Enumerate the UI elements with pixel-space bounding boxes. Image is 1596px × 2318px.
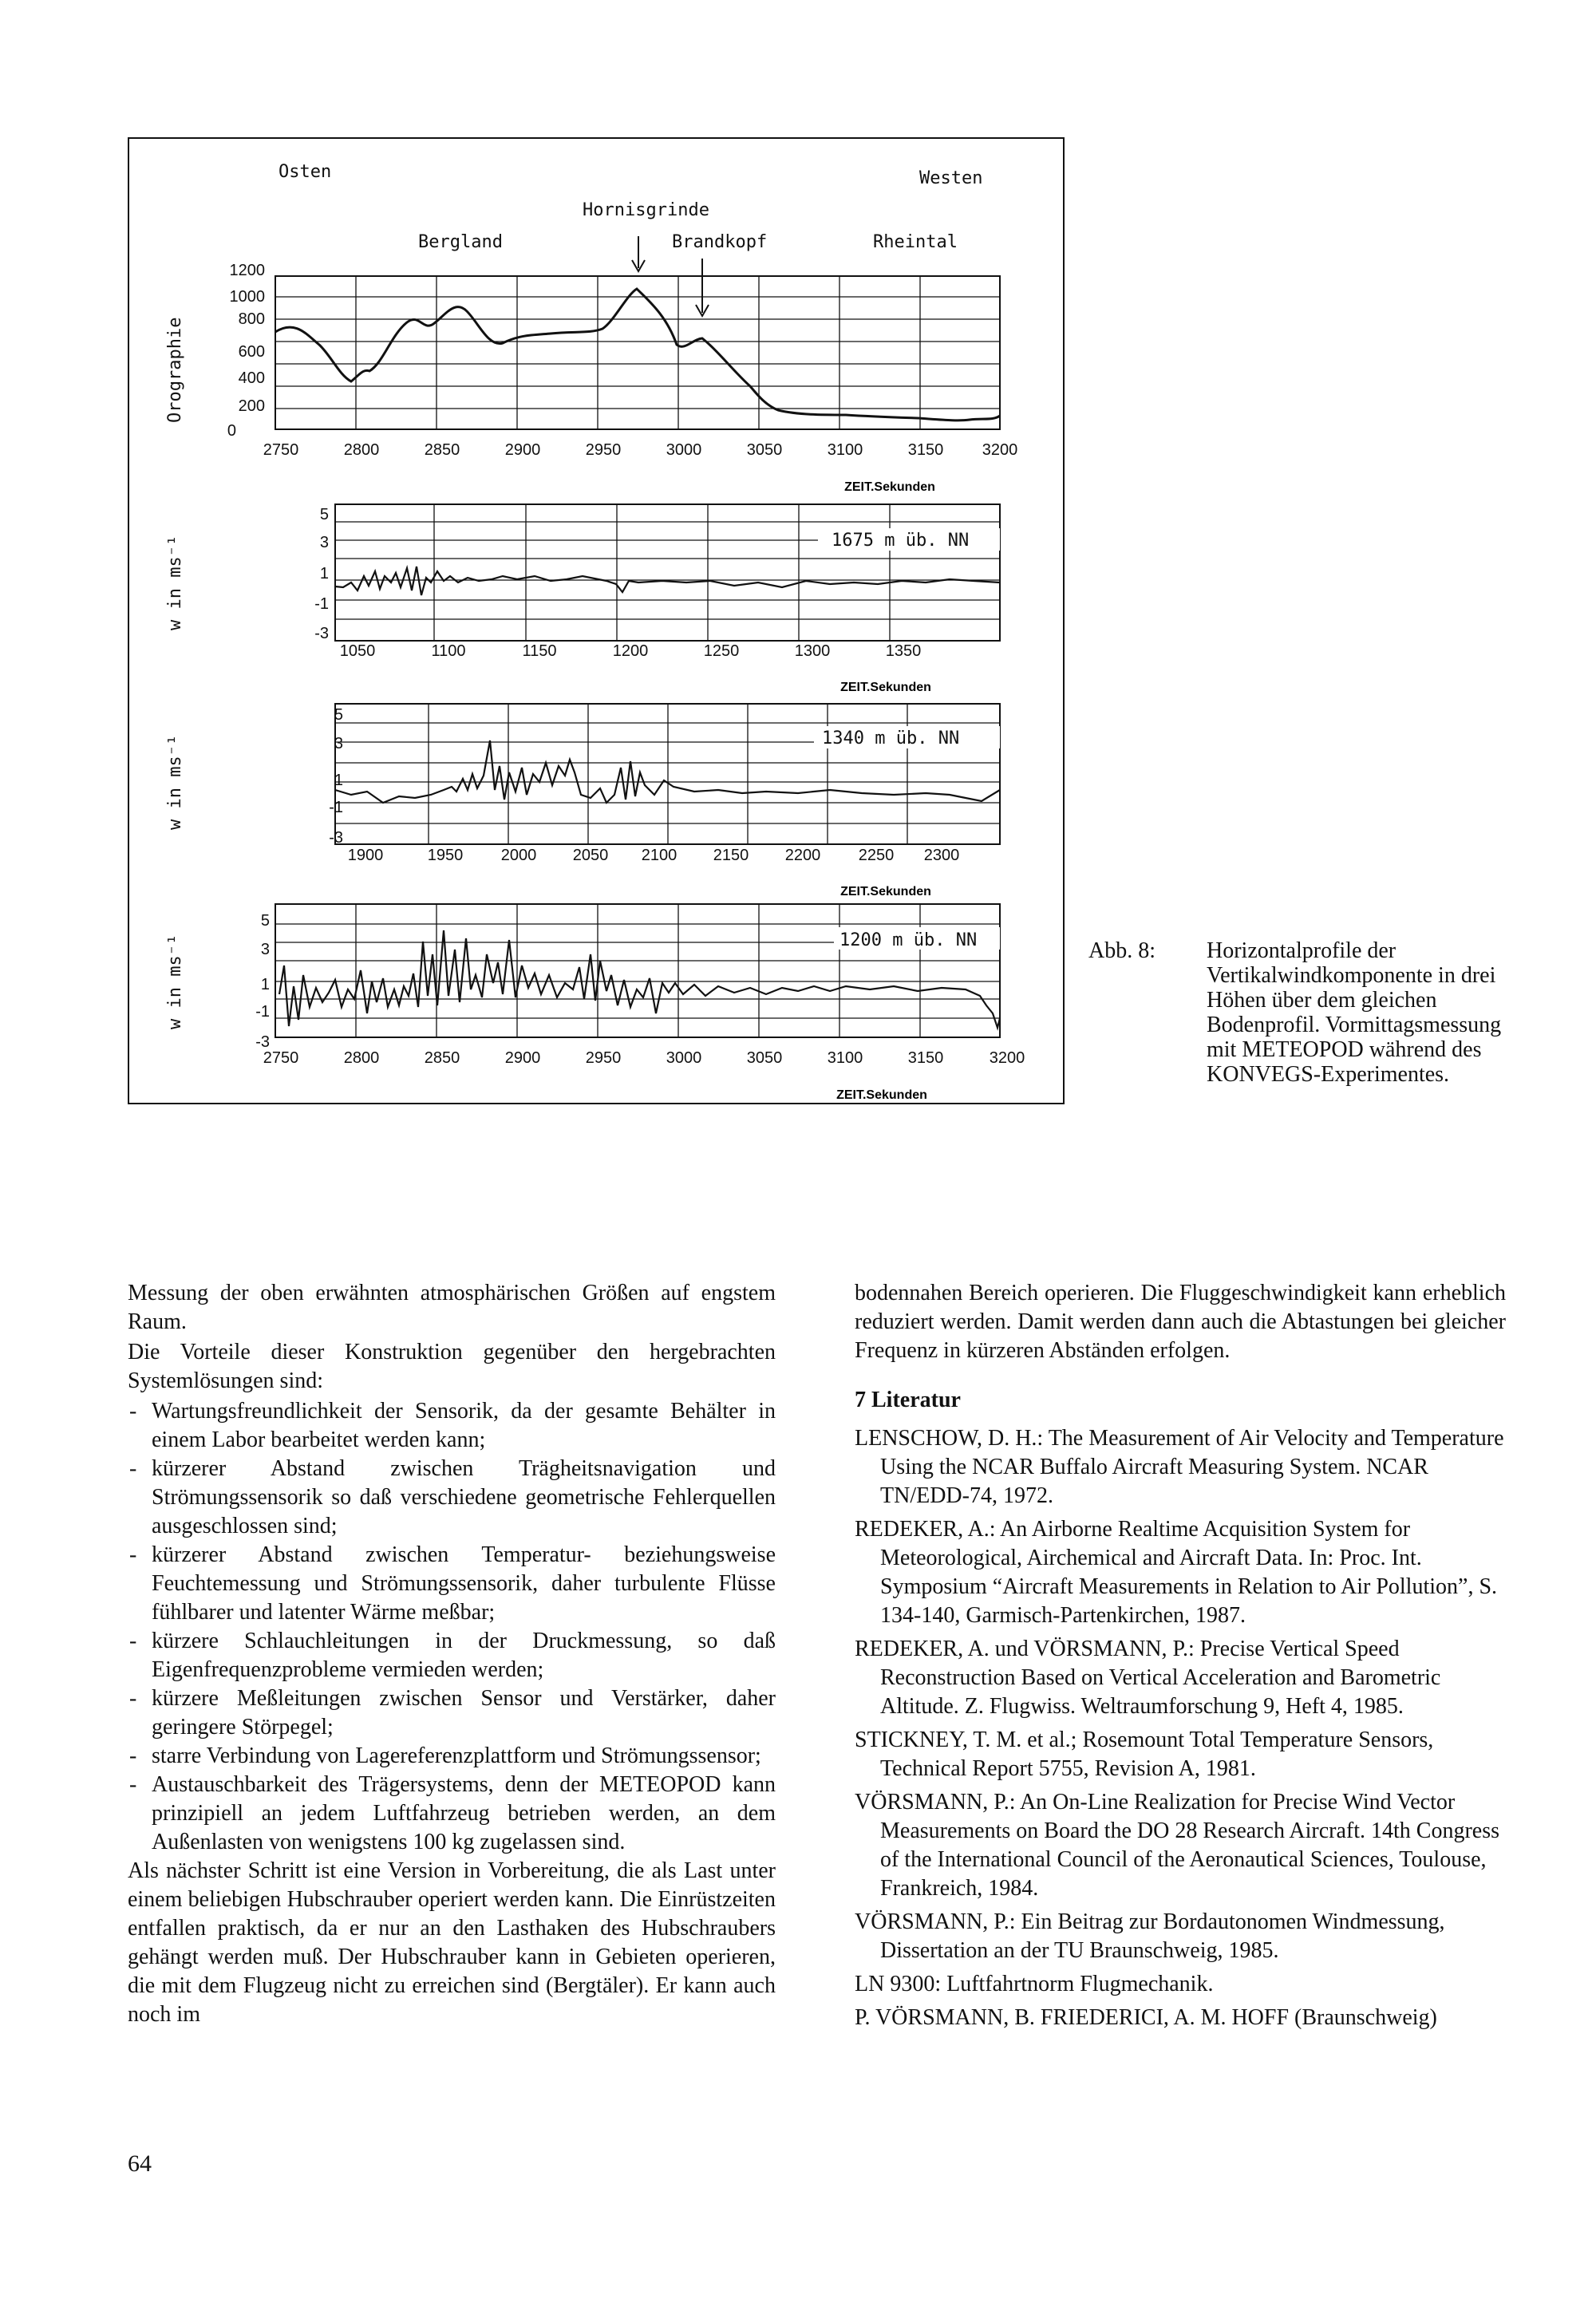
p1200-ytick: 3: [260, 941, 270, 958]
p1200-xtick: 2950: [585, 1049, 622, 1067]
paragraph: Messung der oben erwähnten atmosphärischen Größen auf engstem Raum.: [128, 1281, 776, 1334]
p1200-xtick: 2800: [343, 1049, 380, 1067]
p1675-xtick: 1050: [339, 642, 376, 660]
reference-item: REDEKER, A.: An Airborne Realtime Acquisition System for Meteorological, Airchemical and Aircraft Data. In: Proc. Int. Symposium “Aircraft Measurements in Relation to Air Pollution”, S. 134-140, Garmisch-Partenkirchen, 1987.: [855, 1517, 1498, 1628]
peak-label: Hornisgrinde: [583, 200, 709, 220]
oro-ytick: 0: [227, 422, 236, 440]
oro-ytick: 400: [238, 369, 265, 387]
oro-ytick: 1200: [229, 262, 265, 279]
p1200-xlabel: ZEIT.Sekunden: [836, 1088, 927, 1102]
list-item: - kürzere Meßleitungen zwischen Sensor und Verstärker, daher geringere Störpegel;: [128, 1684, 776, 1742]
p1200-xtick: 2850: [424, 1049, 460, 1067]
reference-item: REDEKER, A. und VÖRSMANN, P.: Precise Vertical Speed Reconstruction Based on Vertical Acceleration and Barometric Altitude. Z. Flugwiss. Weltraumforschung 9, Heft 4, 1985.: [855, 1637, 1441, 1719]
p1340-xtick: 2250: [858, 847, 895, 864]
p1675-ytick: 1: [319, 565, 329, 582]
oro-ytick: 1000: [229, 288, 265, 306]
oro-xtick: 2950: [585, 441, 622, 459]
page-number: 64: [128, 2150, 152, 2177]
p1200-xtick: 3050: [746, 1049, 783, 1067]
paragraph: Die Vorteile dieser Konstruktion gegenüber den hergebrachten Systemlösungen sind:: [128, 1340, 776, 1393]
list-item: - starre Verbindung von Lagereferenzplattform und Strömungssensor;: [128, 1742, 776, 1771]
oro-xtick: 2750: [263, 441, 299, 459]
left-column: [128, 1279, 776, 2031]
rheintal-label: Rheintal: [873, 232, 958, 252]
oro-xtick: 3100: [827, 441, 863, 459]
p1675-xtick: 1100: [431, 642, 466, 660]
p1200-ytick: -3: [255, 1033, 270, 1051]
oro-xtick: 3000: [666, 441, 702, 459]
oro-xtick: 2850: [424, 441, 460, 459]
orography-ylabel: Orographie: [165, 317, 185, 423]
caption-label: Abb. 8:: [1088, 938, 1156, 963]
p1675-ytick: -1: [314, 595, 329, 613]
p1340-xtick: 2100: [641, 847, 678, 864]
p1200-xtick: 3150: [907, 1049, 944, 1067]
brandkopf-label: Brandkopf: [672, 232, 768, 252]
oro-xlabel: ZEIT.Sekunden: [844, 480, 935, 494]
reference-item: VÖRSMANN, P.: Ein Beitrag zur Bordautonomen Windmessung, Dissertation an der TU Braunschweig, 1985.: [855, 1909, 1445, 1963]
p1340-ytick: 1: [334, 772, 343, 789]
reference-item: LENSCHOW, D. H.: The Measurement of Air Velocity and Temperature Using the NCAR Buffalo Aircraft Measuring System. NCAR TN/EDD-74, 1972.: [855, 1426, 1504, 1508]
p1675-xlabel: ZEIT.Sekunden: [840, 681, 931, 694]
oro-ytick: 800: [238, 310, 265, 328]
oro-xtick: 2800: [343, 441, 380, 459]
authors-line: P. VÖRSMANN, B. FRIEDERICI, A. M. HOFF (Braunschweig): [855, 2005, 1437, 2030]
reference-item: LN 9300: Luftfahrtnorm Flugmechanik.: [855, 1972, 1214, 1996]
p1340-xtick: 1900: [347, 847, 384, 864]
panel-1340-ylabel: w in ms⁻¹: [165, 734, 185, 830]
p1675-ytick: -3: [314, 625, 329, 642]
panel-1675-ylabel: w in ms⁻¹: [165, 535, 185, 630]
oro-xtick: 3200: [982, 441, 1018, 459]
caption-text: Horizontalprofile der Vertikalwindkomponente in drei Höhen über dem gleichen Bodenprofil. Vormittagsmessung mit METEOPOD während des KONVEGS-Experimentes.: [1207, 938, 1502, 1087]
p1340-ytick: 5: [334, 706, 343, 724]
p1675-xtick: 1350: [885, 642, 922, 660]
p1340-ytick: -3: [329, 829, 343, 847]
p1675-xtick: 1200: [612, 642, 649, 660]
paragraph: bodennahen Bereich operieren. Die Fluggeschwindigkeit kann erheblich reduziert werden. Damit werden dann auch die Abtastungen bei gleicher Frequenz in kürzeren Abständen erfolgen.: [855, 1281, 1506, 1363]
right-column: [855, 1279, 1506, 2032]
p1675-xtick: 1150: [522, 642, 557, 660]
p1675-ytick: 3: [319, 534, 329, 551]
oro-ytick: 200: [238, 397, 265, 415]
orography-profile-line: [275, 289, 1000, 421]
oro-xtick: 2900: [504, 441, 541, 459]
p1340-xtick: 2000: [500, 847, 537, 864]
bergland-label: Bergland: [418, 232, 503, 252]
panel-1200-level: 1200 m üb. NN: [839, 930, 978, 950]
p1200-ytick: -1: [255, 1003, 270, 1021]
region-right-label: Westen: [919, 168, 983, 188]
list-item: - kürzere Schlauchleitungen in der Druckmessung, so daß Eigenfrequenzprobleme vermieden werden;: [128, 1627, 776, 1684]
p1340-xtick: 2050: [572, 847, 609, 864]
p1340-xtick: 2150: [713, 847, 749, 864]
list-item: - Wartungsfreundlichkeit der Sensorik, da der gesamte Behälter in einem Labor bearbeitet werden kann;: [128, 1397, 776, 1455]
p1200-xtick: 3200: [989, 1049, 1025, 1067]
paragraph: Als nächster Schritt ist eine Version in Vorbereitung, die als Last unter einem beliebigen Hubschrauber operiert werden kann. Die Einrüstzeiten entfallen praktisch, da er nur an den Lasthaken des Hubschraubers gehängt werden muß. Der Hubschrauber kann in Gebieten operieren, die mit dem Flugzeug nicht zu erreichen sind (Bergtäler). Er kann auch noch im: [128, 1858, 776, 2027]
list-item: - Austauschbarkeit des Trägersystems, denn der METEOPOD kann prinzipiell an jedem Luftfahrzeug betrieben werden, an dem Außenlasten von wenigstens 100 kg zugelassen sind.: [128, 1771, 776, 1857]
p1675-xtick: 1250: [703, 642, 740, 660]
list-item: - kürzerer Abstand zwischen Temperatur- beziehungsweise Feuchtemessung und Strömungssensorik, daher turbulente Flüsse fühlbarer und latenter Wärme meßbar;: [128, 1541, 776, 1627]
reference-list: [855, 1424, 1506, 1999]
p1340-xtick: 2300: [923, 847, 960, 864]
section-heading: 7 Literatur: [855, 1388, 961, 1412]
panel-1675-frame: [335, 504, 1000, 641]
p1200-xtick: 3000: [666, 1049, 702, 1067]
panel-1340-level: 1340 m üb. NN: [822, 729, 960, 748]
p1200-xtick: 2900: [504, 1049, 541, 1067]
p1340-ytick: -1: [329, 799, 343, 816]
p1340-xtick: 1950: [427, 847, 464, 864]
p1200-xtick: 3100: [827, 1049, 863, 1067]
panel-1675-level: 1675 m üb. NN: [832, 531, 970, 551]
reference-item: STICKNEY, T. M. et al.; Rosemount Total Temperature Sensors, Technical Report 5755, Revision A, 1981.: [855, 1728, 1434, 1781]
list-item: - kürzerer Abstand zwischen Trägheitsnavigation und Strömungssensorik so daß verschiedene geometrische Fehlerquellen ausgeschlossen sind;: [128, 1455, 776, 1541]
panel-1675-signal: [335, 567, 1000, 595]
advantages-list: [128, 1397, 776, 1857]
panel-1200-ylabel: w in ms⁻¹: [165, 934, 185, 1029]
p1200-ytick: 5: [260, 912, 270, 930]
region-left-label: Osten: [279, 162, 332, 182]
p1200-ytick: 1: [260, 976, 270, 993]
oro-xtick: 3150: [907, 441, 944, 459]
p1340-xlabel: ZEIT.Sekunden: [840, 885, 931, 898]
p1675-xtick: 1300: [794, 642, 831, 660]
p1340-ytick: 3: [334, 735, 343, 752]
oro-xtick: 3050: [746, 441, 783, 459]
p1675-ytick: 5: [319, 506, 329, 523]
oro-ytick: 600: [238, 343, 265, 361]
reference-item: VÖRSMANN, P.: An On-Line Realization for Precise Wind Vector Measurements on Board the DO 28 Research Aircraft. 14th Congress of the International Council of the Aeronautical Sciences, Toulouse, Frankreich, 1984.: [855, 1790, 1500, 1901]
p1200-xtick: 2750: [263, 1049, 299, 1067]
p1340-xtick: 2200: [784, 847, 821, 864]
